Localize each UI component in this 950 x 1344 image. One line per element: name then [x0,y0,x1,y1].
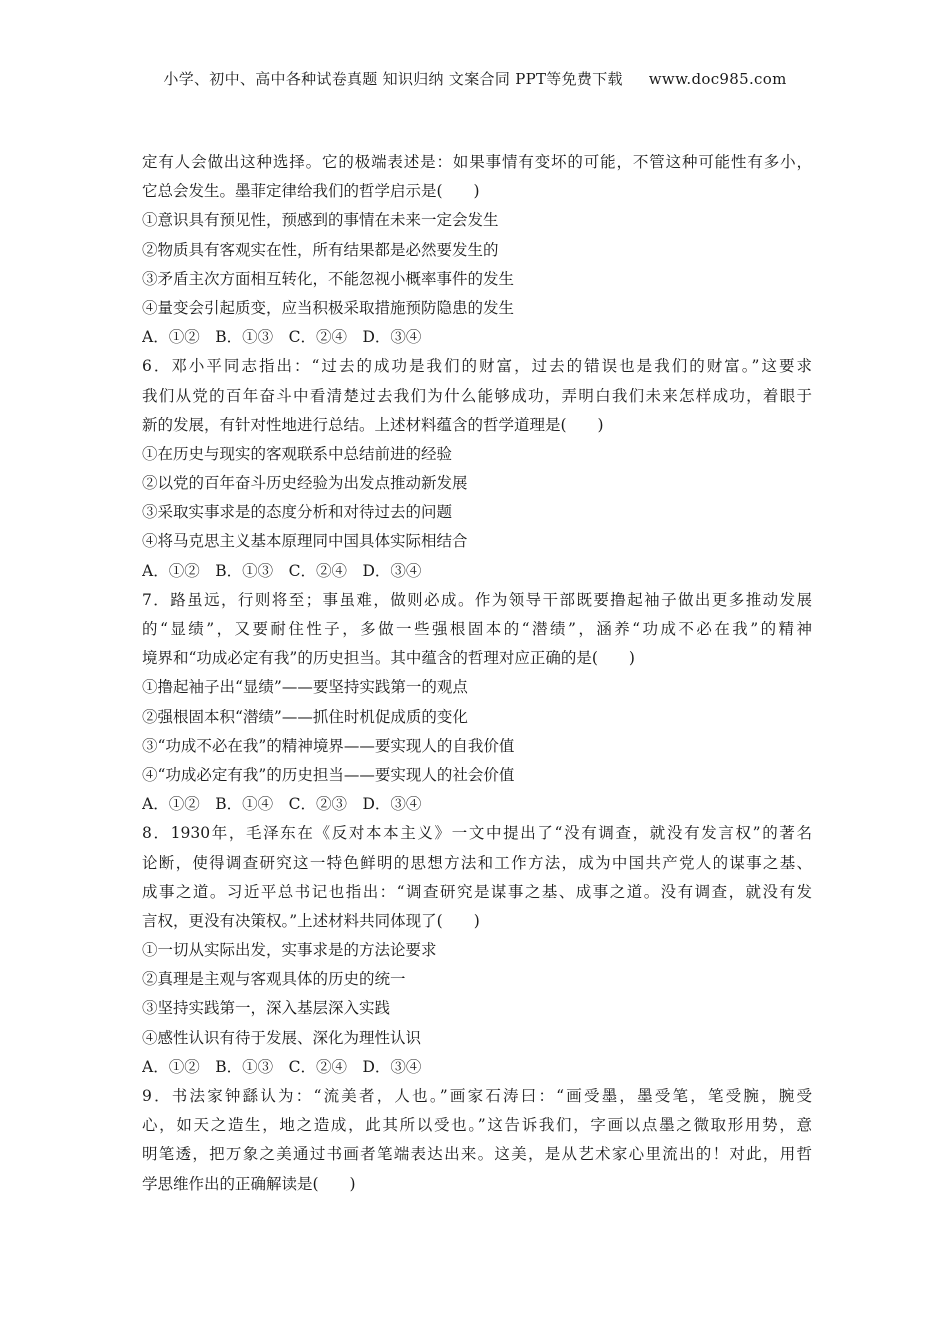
text-line: 明笔透，把万象之美通过书画者笔端表达出来。这美，是从艺术家心里流出的！对此，用哲 [142,1145,812,1164]
text-line: ②真理是主观与客观具体的历史的统一 [142,970,406,989]
text-line: 我们从党的百年奋斗中看清楚过去我们为什么能够成功，弄明白我们未来怎样成功，着眼于 [142,386,812,405]
text-line: ①意识具有预见性，预感到的事情在未来一定会发生 [142,211,499,230]
text-line: ④感性认识有待于发展、深化为理性认识 [142,1028,422,1047]
text-line: ③“功成不必在我”的精神境界——要实现人的自我价值 [142,736,515,755]
text-line: ③采取实事求是的态度分析和对待过去的问题 [142,503,453,522]
text-line: ②强根固本积“潜绩”——抓住时机促成质的变化 [142,707,468,726]
text-line: 言权，更没有决策权。”上述材料共同体现了( ) [142,911,480,930]
text-line: ④“功成必定有我”的历史担当——要实现人的社会价值 [142,765,515,784]
text-line: 境界和“功成必定有我”的历史担当。其中蕴含的哲理对应正确的是( ) [142,649,635,668]
text-line: A．①② B．①④ C．②③ D．③④ [142,795,422,814]
text-line: 定有人会做出这种选择。它的极端表述是：如果事情有变坏的可能，不管这种可能性有多小， [142,153,812,171]
text-line: 新的发展，有针对性地进行总结。上述材料蕴含的哲学道理是( ) [142,415,604,434]
text-line: A．①② B．①③ C．②④ D．③④ [142,561,422,580]
text-line: 7．路虽远，行则将至；事虽难，做则必成。作为领导干部既要撸起袖子做出更多推动发展 [142,590,812,609]
header-site: www.doc985.com [648,70,787,88]
text-line: 9．书法家钟繇认为：“流美者，人也。”画家石涛曰：“画受墨，墨受笔，笔受腕，腕受 [142,1087,812,1105]
text-line: ④将马克思主义基本原理同中国具体实际相结合 [142,532,468,551]
text-line: A．①② B．①③ C．②④ D．③④ [142,1057,422,1076]
text-line: 6．邓小平同志指出：“过去的成功是我们的财富，过去的错误也是我们的财富。”这要求 [142,357,812,376]
text-line: ①一切从实际出发，实事求是的方法论要求 [142,941,437,960]
text-line: A．①② B．①③ C．②④ D．③④ [142,328,422,347]
text-line: ①在历史与现实的客观联系中总结前进的经验 [142,444,453,463]
text-line: ④量变会引起质变，应当积极采取措施预防隐患的发生 [142,298,515,317]
text-line: ②物质具有客观实在性，所有结果都是必然要发生的 [142,240,499,259]
text-line: 它总会发生。墨菲定律给我们的哲学启示是( ) [142,182,480,201]
text-line: 学思维作出的正确解读是( ) [142,1174,356,1193]
text-line: ③矛盾主次方面相互转化，不能忽视小概率事件的发生 [142,269,515,288]
text-line: ②以党的百年奋斗历史经验为出发点推动新发展 [142,474,468,493]
text-line: 论断，使得调查研究这一特色鲜明的思想方法和工作方法，成为中国共产党人的谋事之基、 [142,853,812,872]
text-line: 8．1930年，毛泽东在《反对本本主义》一文中提出了“没有调查，就没有发言权”的著名 [142,824,812,843]
text-line: ①撸起袖子出“显绩”——要坚持实践第一的观点 [142,678,468,697]
document-body [142,148,812,1199]
page-header [0,68,950,89]
text-line: ③坚持实践第一，深入基层深入实践 [142,999,391,1018]
header-text: 小学、初中、高中各种试卷真题 知识归纳 文案合同 PPT等免费下载 [163,70,623,88]
text-line: 成事之道。习近平总书记也指出：“调查研究是谋事之基、成事之道。没有调查，就没有发 [142,882,812,901]
text-line: 的“显绩”，又要耐住性子，多做一些强根固本的“潜绩”，涵养“功成不必在我”的精神 [142,620,812,638]
text-line: 心，如天之造生，地之造成，此其所以受也。”这告诉我们，字画以点墨之微取形用势，意 [142,1116,812,1135]
